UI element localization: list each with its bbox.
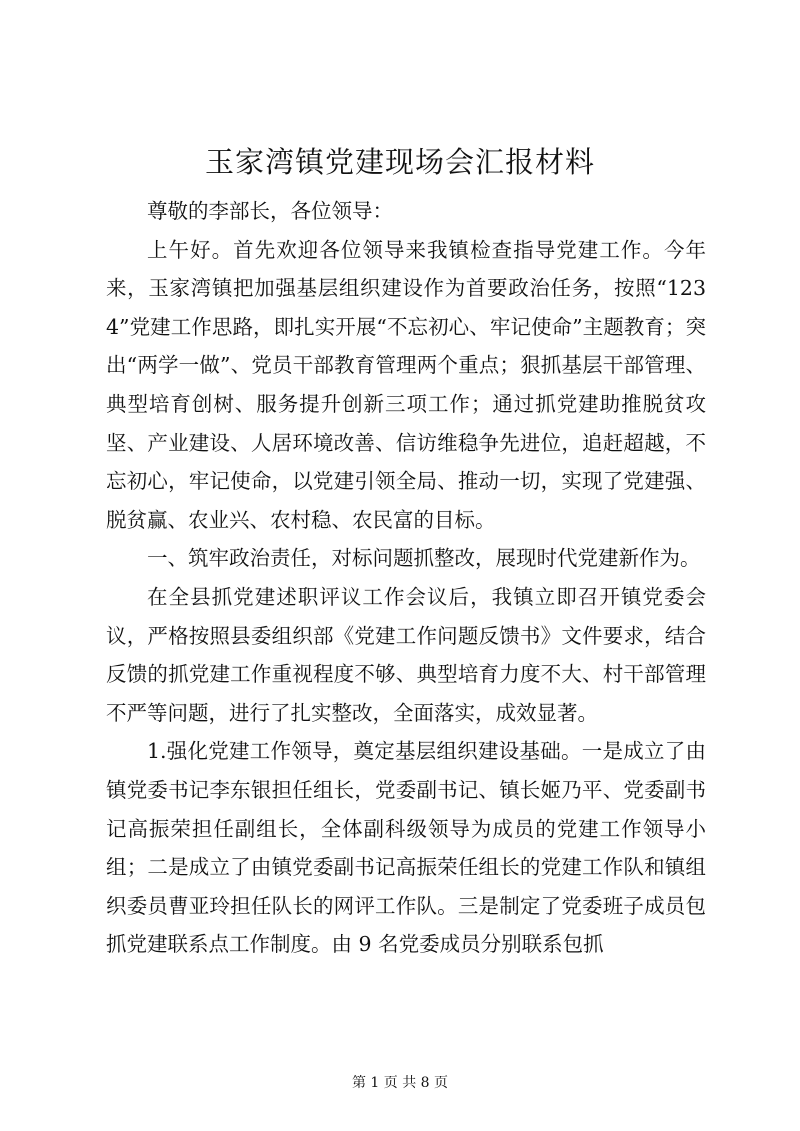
subsection-1-paragraph: 1.强化党建工作领导，奠定基层组织建设基础。一是成立了由镇党委书记李东银担任组长，党委副书记、镇长姬乃平、党委副书记高振荣担任副组长，全体副科级领导为成员的党建工作领导小组；二是成立了由镇党委副书记高振荣任组长的党建工作队和镇组织委员曹亚玲担任队长的网评工作队。三是制定了党委班子成员包抓党建联系点工作制度。由 9 名党委成员分别联系包抓 (106, 739, 706, 957)
section-heading-1: 一、筑牢政治责任，对标问题抓整改，展现时代党建新作为。 (147, 546, 701, 571)
section-1-paragraph: 在全县抓党建述职评议工作会议后，我镇立即召开镇党委会议，严格按照县委组织部《党建工作问题反馈书》文件要求，结合反馈的抓党建工作重视程度不够、典型培育力度不大、村干部管理不严等问题，进行了扎实整改，全面落实，成效显著。 (106, 584, 706, 725)
document-body (106, 192, 706, 964)
salutation-paragraph: 尊敬的李部长，各位领导： (147, 199, 393, 223)
document-title: 玉家湾镇党建现场会汇报材料 (204, 145, 595, 179)
page-footer: 第 1 页 共 8 页 (351, 1075, 449, 1091)
intro-paragraph: 上午好。首先欢迎各位领导来我镇检查指导党建工作。今年来，玉家湾镇把加强基层组织建设作为首要政治任务，按照“1234”党建工作思路，即扎实开展“不忘初心、牢记使命”主题教育；突出“两学一做”、党员干部教育管理两个重点；狠抓基层干部管理、典型培育创树、服务提升创新三项工作；通过抓党建助推脱贫攻坚、产业建设、人居环境改善、信访维稳争先进位，追赶超越，不忘初心，牢记使命，以党建引领全局、推动一切，实现了党建强、脱贫赢、农业兴、农村稳、农民富的目标。 (106, 237, 706, 532)
